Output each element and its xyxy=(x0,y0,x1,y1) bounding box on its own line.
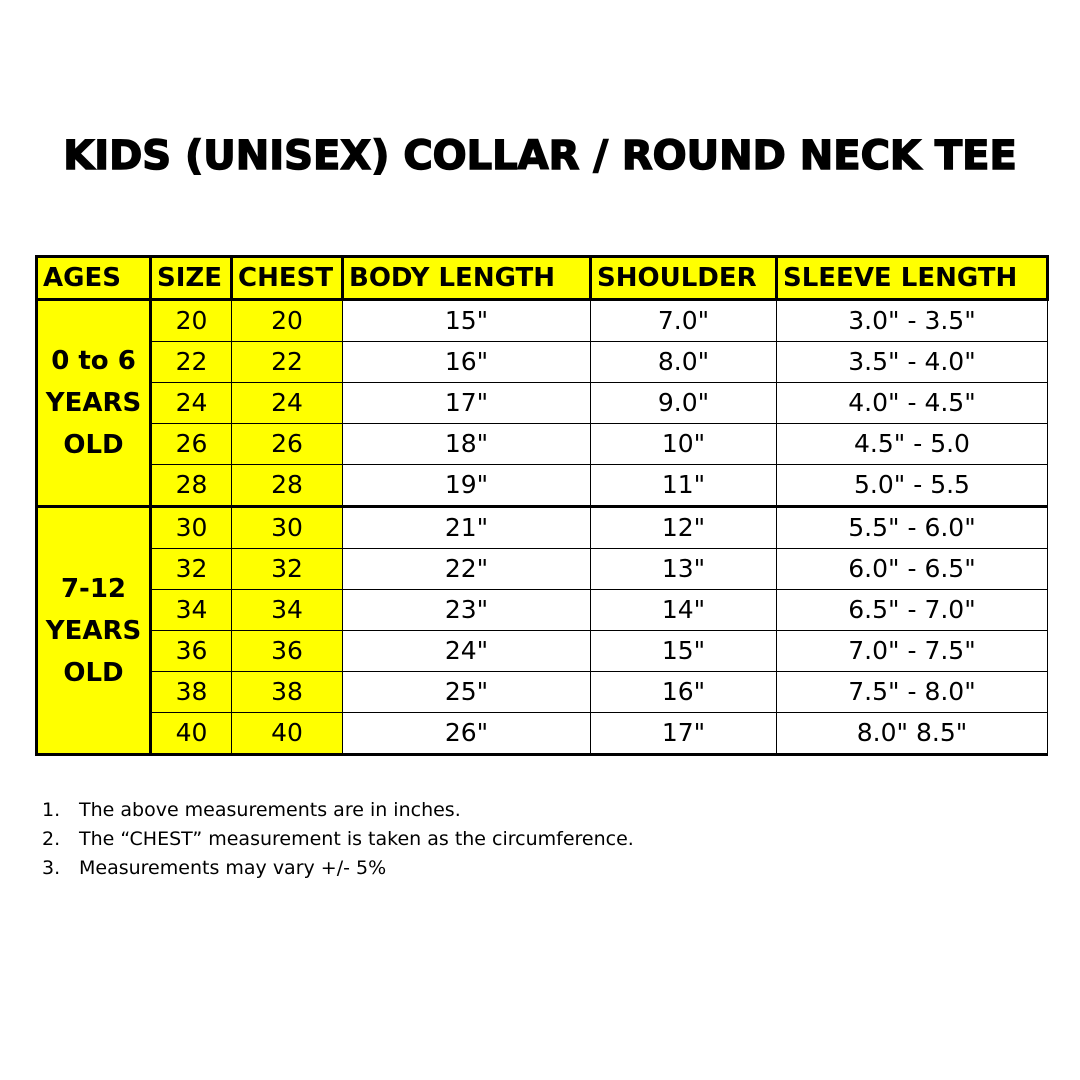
shoulder-cell: 13" xyxy=(591,549,777,590)
body-length-cell: 16" xyxy=(343,342,591,383)
body-length-cell: 24" xyxy=(343,631,591,672)
sleeve-length-cell: 7.5" - 8.0" xyxy=(777,672,1048,713)
header-size: SIZE xyxy=(151,257,232,300)
note-number: 3. xyxy=(42,857,61,879)
size-chart-table xyxy=(35,255,1049,756)
body-length-cell: 23" xyxy=(343,590,591,631)
sleeve-length-cell: 3.5" - 4.0" xyxy=(777,342,1048,383)
size-cell: 38 xyxy=(151,672,232,713)
table-row xyxy=(37,424,1048,465)
shoulder-cell: 8.0" xyxy=(591,342,777,383)
sleeve-length-cell: 6.5" - 7.0" xyxy=(777,590,1048,631)
table-row xyxy=(37,713,1048,755)
chest-cell: 38 xyxy=(232,672,343,713)
body-length-cell: 26" xyxy=(343,713,591,755)
chest-cell: 40 xyxy=(232,713,343,755)
notes-list xyxy=(42,796,634,883)
note-text: Measurements may vary +/- 5% xyxy=(79,857,387,879)
body-length-cell: 15" xyxy=(343,300,591,342)
body-length-cell: 25" xyxy=(343,672,591,713)
chest-cell: 20 xyxy=(232,300,343,342)
body-length-cell: 18" xyxy=(343,424,591,465)
chest-cell: 36 xyxy=(232,631,343,672)
note-item xyxy=(42,796,634,825)
size-cell: 26 xyxy=(151,424,232,465)
table-row xyxy=(37,383,1048,424)
age-group-label: 0 to 6 YEARS OLD xyxy=(37,300,151,507)
chest-cell: 26 xyxy=(232,424,343,465)
table-row xyxy=(37,549,1048,590)
header-body-length: BODY LENGTH xyxy=(343,257,591,300)
size-cell: 28 xyxy=(151,465,232,507)
body-length-cell: 21" xyxy=(343,507,591,549)
note-number: 2. xyxy=(42,828,61,850)
shoulder-cell: 14" xyxy=(591,590,777,631)
header-chest: CHEST xyxy=(232,257,343,300)
table-row xyxy=(37,342,1048,383)
shoulder-cell: 9.0" xyxy=(591,383,777,424)
sleeve-length-cell: 6.0" - 6.5" xyxy=(777,549,1048,590)
sleeve-length-cell: 5.5" - 6.0" xyxy=(777,507,1048,549)
size-cell: 30 xyxy=(151,507,232,549)
shoulder-cell: 12" xyxy=(591,507,777,549)
table-row xyxy=(37,507,1048,549)
shoulder-cell: 15" xyxy=(591,631,777,672)
size-cell: 24 xyxy=(151,383,232,424)
age-group-label: 7-12 YEARS OLD xyxy=(37,507,151,755)
shoulder-cell: 10" xyxy=(591,424,777,465)
page-title: KIDS (UNISEX) COLLAR / ROUND NECK TEE xyxy=(63,133,1017,179)
shoulder-cell: 7.0" xyxy=(591,300,777,342)
body-length-cell: 17" xyxy=(343,383,591,424)
chest-cell: 30 xyxy=(232,507,343,549)
chest-cell: 28 xyxy=(232,465,343,507)
chest-cell: 24 xyxy=(232,383,343,424)
note-item xyxy=(42,825,634,854)
body-length-cell: 22" xyxy=(343,549,591,590)
size-cell: 36 xyxy=(151,631,232,672)
table-row xyxy=(37,465,1048,507)
chest-cell: 34 xyxy=(232,590,343,631)
sleeve-length-cell: 7.0" - 7.5" xyxy=(777,631,1048,672)
table-header-row xyxy=(37,257,1048,300)
table-row xyxy=(37,672,1048,713)
size-cell: 20 xyxy=(151,300,232,342)
chest-cell: 32 xyxy=(232,549,343,590)
note-text: The above measurements are in inches. xyxy=(79,799,461,821)
chest-cell: 22 xyxy=(232,342,343,383)
note-number: 1. xyxy=(42,799,61,821)
note-text: The “CHEST” measurement is taken as the circumference. xyxy=(79,828,634,850)
header-shoulder: SHOULDER xyxy=(591,257,777,300)
table-row xyxy=(37,631,1048,672)
sleeve-length-cell: 3.0" - 3.5" xyxy=(777,300,1048,342)
sleeve-length-cell: 4.0" - 4.5" xyxy=(777,383,1048,424)
size-cell: 40 xyxy=(151,713,232,755)
size-cell: 32 xyxy=(151,549,232,590)
table-row xyxy=(37,590,1048,631)
note-item xyxy=(42,854,634,883)
header-sleeve-length: SLEEVE LENGTH xyxy=(777,257,1048,300)
sleeve-length-cell: 4.5" - 5.0 xyxy=(777,424,1048,465)
header-ages: AGES xyxy=(37,257,151,300)
sleeve-length-cell: 5.0" - 5.5 xyxy=(777,465,1048,507)
sleeve-length-cell: 8.0" 8.5" xyxy=(777,713,1048,755)
table-row xyxy=(37,300,1048,342)
shoulder-cell: 11" xyxy=(591,465,777,507)
size-cell: 22 xyxy=(151,342,232,383)
shoulder-cell: 17" xyxy=(591,713,777,755)
shoulder-cell: 16" xyxy=(591,672,777,713)
size-cell: 34 xyxy=(151,590,232,631)
body-length-cell: 19" xyxy=(343,465,591,507)
